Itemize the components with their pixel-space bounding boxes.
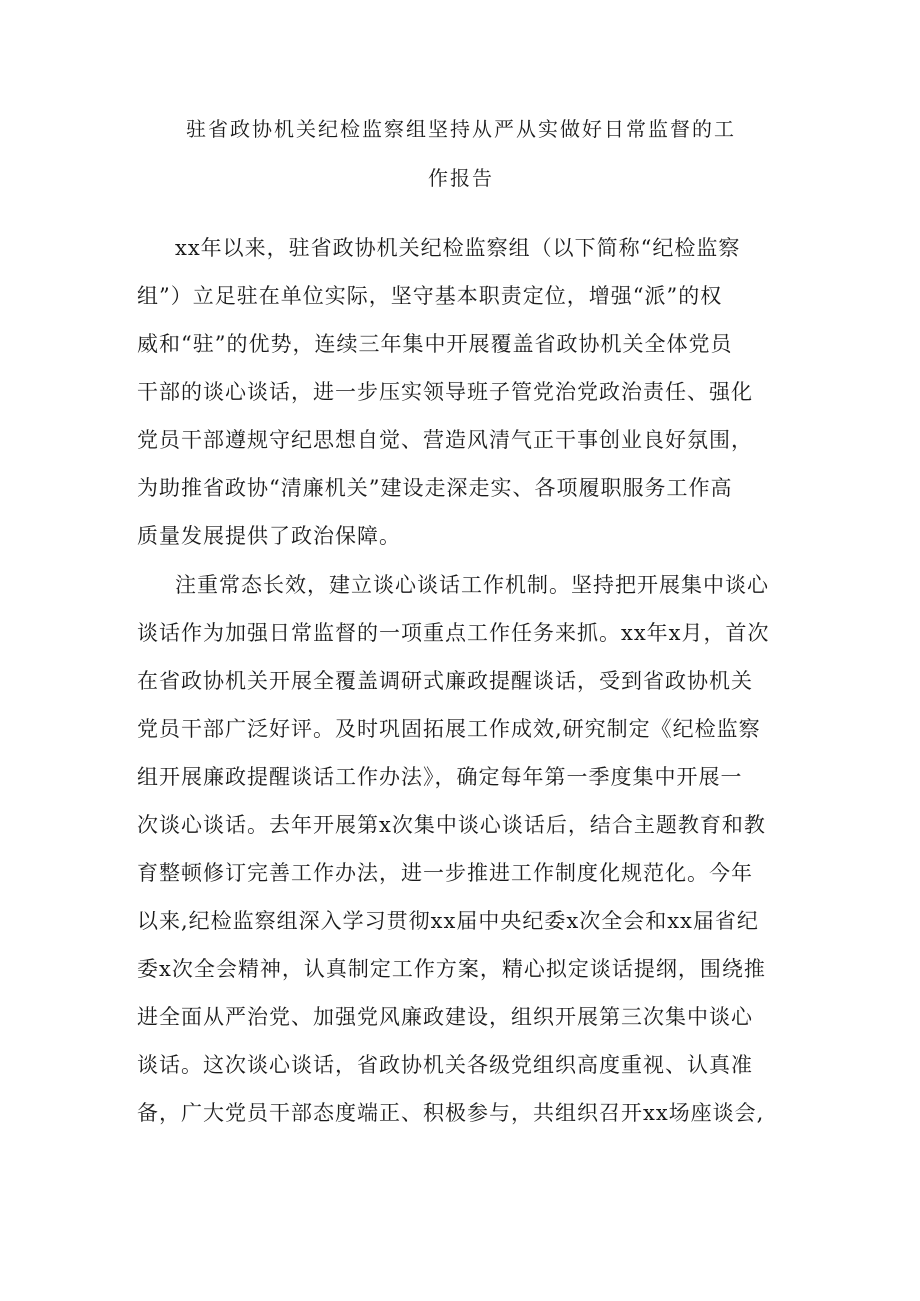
paragraph-2-line: 委x次全会精神，认真制定工作方案，精心拟定谈话提纲，围绕推: [137, 957, 766, 981]
paragraph-2-line: 以来,纪检监察组深入学习贯彻xx届中央纪委x次全会和xx届省纪: [137, 909, 759, 933]
paragraph-1-line: 质量发展提供了政治保障。: [137, 524, 401, 548]
paragraph-1-line: 干部的谈心谈话，进一步压实领导班子管党治党政治责任、强化: [137, 380, 753, 404]
paragraph-2-line: 育整顿修订完善工作办法，进一步推进工作制度化规范化。今年: [137, 861, 753, 885]
paragraph-1-line: 组”）立足驻在单位实际，坚守基本职责定位，增强“派”的权: [137, 284, 723, 308]
paragraph-2-line: 进全面从严治党、加强党风廉政建设，组织开展第三次集中谈心: [137, 1005, 753, 1029]
paragraph-1-line: 为助推省政协“清廉机关”建设走深走实、各项履职服务工作高: [137, 476, 733, 500]
paragraph-1-line: 威和“驻”的优势，连续三年集中开展覆盖省政协机关全体党员: [137, 332, 733, 356]
paragraph-1-line: 党员干部遵规守纪思想自觉、营造风清气正干事创业良好氛围，: [137, 428, 753, 452]
document-title-line-2: 作报告: [428, 166, 494, 190]
document-title-line-1: 驻省政协机关纪检监察组坚持从严从实做好日常监督的工: [186, 117, 736, 141]
paragraph-2-line: 备，广大党员干部态度端正、积极参与，共组织召开xx场座谈会,: [137, 1101, 765, 1125]
paragraph-2-line: 谈话。这次谈心谈话，省政协机关各级党组织高度重视、认真准: [137, 1053, 753, 1077]
paragraph-1-line: xx年以来，驻省政协机关纪检监察组（以下简称“纪检监察: [175, 236, 741, 260]
paragraph-2-line: 次谈心谈话。去年开展第x次集中谈心谈话后，结合主题教育和教: [137, 813, 766, 837]
paragraph-2-line: 谈话作为加强日常监督的一项重点工作任务来抓。xx年x月，首次: [137, 621, 770, 645]
paragraph-2-line: 在省政协机关开展全覆盖调研式廉政提醒谈话，受到省政协机关: [137, 669, 753, 693]
paragraph-2-line: 注重常态长效，建立谈心谈话工作机制。坚持把开展集中谈心: [175, 573, 769, 597]
paragraph-2-line: 组开展廉政提醒谈话工作办法》，确定每年第一季度集中开展一: [137, 765, 743, 789]
paragraph-2-line: 党员干部广泛好评。及时巩固拓展工作成效,研究制定《纪检监察: [137, 717, 761, 741]
